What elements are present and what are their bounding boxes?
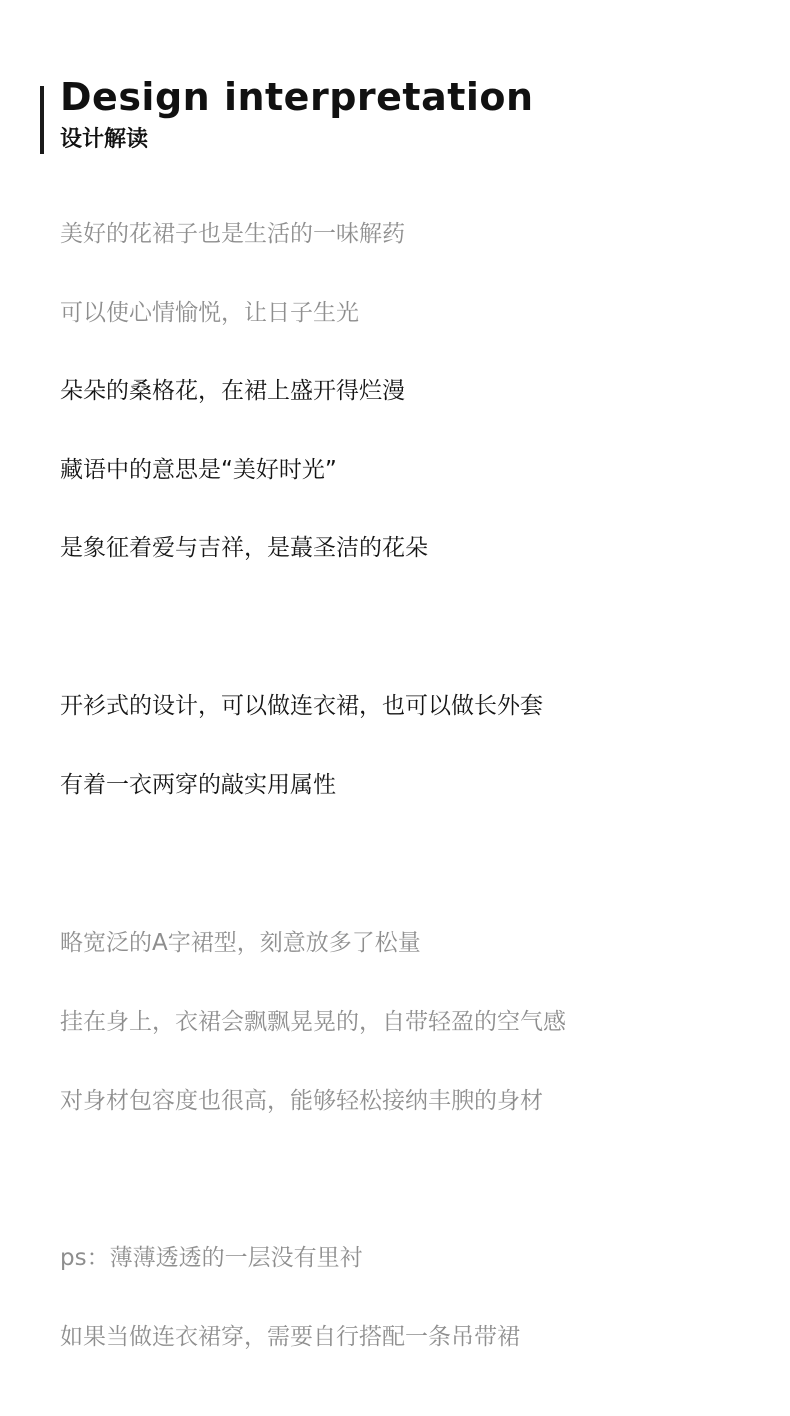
description-line: 美好的花裙子也是生活的一味解药 <box>60 221 405 247</box>
section-title-english: Design interpretation <box>60 75 534 119</box>
title-accent-bar <box>40 86 44 154</box>
note-line: ps：薄薄透透的一层没有里衬 <box>60 1245 363 1271</box>
description-line: 藏语中的意思是“美好时光” <box>60 457 337 483</box>
description-line: 朵朵的桑格花，在裙上盛开得烂漫 <box>60 378 405 404</box>
description-line: 是象征着爱与吉祥，是蕞圣洁的花朵 <box>60 535 428 561</box>
description-line: 对身材包容度也很高，能够轻松接纳丰腴的身材 <box>60 1088 543 1114</box>
description-line: 略宽泛的A字裙型，刻意放多了松量 <box>60 930 421 956</box>
description-line: 有着一衣两穿的敲实用属性 <box>60 772 336 798</box>
description-line: 挂在身上，衣裙会飘飘晃晃的，自带轻盈的空气感 <box>60 1009 566 1035</box>
description-line: 可以使心情愉悦，让日子生光 <box>60 300 359 326</box>
note-line: 如果当做连衣裙穿，需要自行搭配一条吊带裙 <box>60 1324 520 1350</box>
section-title-chinese: 设计解读 <box>60 127 149 152</box>
description-line: 开衫式的设计，可以做连衣裙，也可以做长外套 <box>60 693 543 719</box>
